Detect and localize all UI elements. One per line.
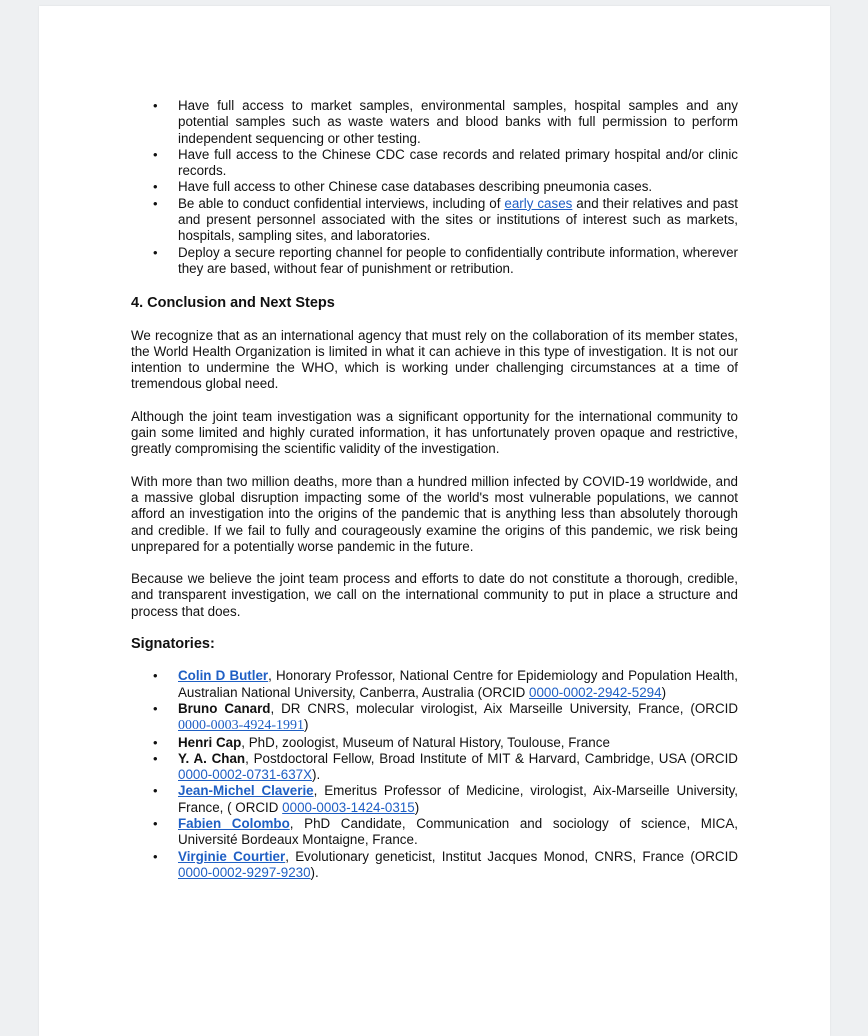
signatory-name-link[interactable]: Colin D Butler [178, 668, 269, 684]
signatories-list [131, 668, 738, 881]
early-cases-link[interactable]: early cases [504, 195, 573, 211]
signatory-tail: ). [312, 767, 321, 783]
list-item [131, 179, 738, 195]
list-item [131, 245, 738, 278]
paragraph: With more than two million deaths, more than a hundred million infected by COVID-19 worldwide, and a massive global disruption impacting some of the world's most vulnerable populations, we cannot afford an investigation into the origins of the pandemic that is anything less than absolutely thorough and credible. If we fail to fully and courageously examine the origins of this pandemic, we risk being unprepared for a potentially worse pandemic in the future. [131, 473, 738, 554]
signatory-desc: , PhD Candidate, Communication and sociology of science, MICA, Université Bordeaux Montaigne, France. [178, 815, 739, 848]
orcid-link[interactable]: 0000-0002-0731-637X [178, 767, 313, 783]
orcid-link[interactable]: 0000-0002-9297-9230 [178, 864, 311, 880]
page-content [131, 98, 738, 881]
signatory-desc: , Emeritus Professor of Medicine, virologist, Aix-Marseille University, France, ( ORCID [178, 783, 738, 815]
list-item [131, 147, 738, 180]
signatory-desc: , PhD, zoologist, Museum of Natural History, Toulouse, France [241, 734, 610, 750]
signatory-tail: ) [661, 684, 667, 700]
signatory-name-link[interactable]: Fabien Colombo [178, 815, 290, 831]
signatory-item [131, 701, 738, 735]
requirements-list [131, 98, 738, 277]
signatory-desc: , DR CNRS, molecular virologist, Aix Marseille University, France, (ORCID [270, 700, 739, 716]
signatory-desc: , Honorary Professor, National Centre for Epidemiology and Population Health, Australian National University, Canberra, Australia (ORCID [178, 668, 738, 700]
bullet-text: Have full access to other Chinese case databases describing pneumonia cases. [178, 179, 653, 195]
signatory-tail: ) [304, 717, 309, 733]
signatory-item [131, 816, 738, 849]
signatories-heading: Signatories: [131, 636, 215, 653]
bullet-text: Be able to conduct confidential interviews, including of [178, 195, 505, 211]
list-item [131, 98, 738, 147]
orcid-link[interactable]: 0000-0003-4924-1991 [178, 718, 304, 734]
paragraph: Because we believe the joint team process and efforts to date do not constitute a thorough, credible, and transparent investigation, we call on the international community to put in place a structure and process that does. [131, 571, 738, 619]
paragraph: We recognize that as an international agency that must rely on the collaboration of its member states, the World Health Organization is limited in what it can achieve in this type of investigation. It is not our intention to undermine the WHO, which is working under challenging circumstances at a time of tremendous global need. [131, 327, 738, 392]
signatory-item [131, 751, 738, 784]
signatory-item [131, 668, 738, 701]
signatory-name-link[interactable]: Jean-Michel Claverie [178, 783, 314, 799]
orcid-link[interactable]: 0000-0002-2942-5294 [529, 684, 662, 700]
signatory-name: Y. A. Chan [178, 750, 246, 766]
bullet-text: Have full access to the Chinese CDC case records and related primary hospital and/or clinic records. [178, 146, 738, 179]
signatory-tail: ) [414, 799, 420, 815]
signatory-desc: , Postdoctoral Fellow, Broad Institute of MIT & Harvard, Cambridge, USA (ORCID [245, 750, 738, 766]
paragraph: Although the joint team investigation was a significant opportunity for the international community to gain some limited and highly curated information, it has unfortunately proven opaque and restrictive, greatly compromising the scientific validity of the investigation. [131, 408, 738, 457]
signatory-desc: , Evolutionary geneticist, Institut Jacques Monod, CNRS, France (ORCID [285, 848, 738, 864]
signatory-item [131, 849, 738, 882]
signatory-name: Henri Cap [178, 734, 242, 750]
signatory-item [131, 783, 738, 816]
section-heading: 4. Conclusion and Next Steps [131, 295, 335, 312]
signatory-item [131, 735, 738, 751]
signatory-name-link[interactable]: Virginie Courtier [178, 848, 286, 864]
signatory-tail: ). [310, 864, 319, 880]
bullet-text: and their relatives and past and present personnel associated with the sites or institutions of interest such as markets, hospitals, sampling sites, and laboratories. [178, 195, 739, 244]
bullet-text: Deploy a secure reporting channel for people to confidentially contribute information, wherever they are based, without fear of punishment or retribution. [178, 244, 738, 276]
signatory-name: Bruno Canard [178, 700, 271, 716]
list-item [131, 196, 738, 245]
orcid-link[interactable]: 0000-0003-1424-0315 [282, 799, 415, 815]
document-page [39, 6, 830, 1036]
bullet-text: Have full access to market samples, environmental samples, hospital samples and any potential samples such as waste waters and blood banks with full permission to perform independent sequencing or other testing. [178, 98, 738, 146]
